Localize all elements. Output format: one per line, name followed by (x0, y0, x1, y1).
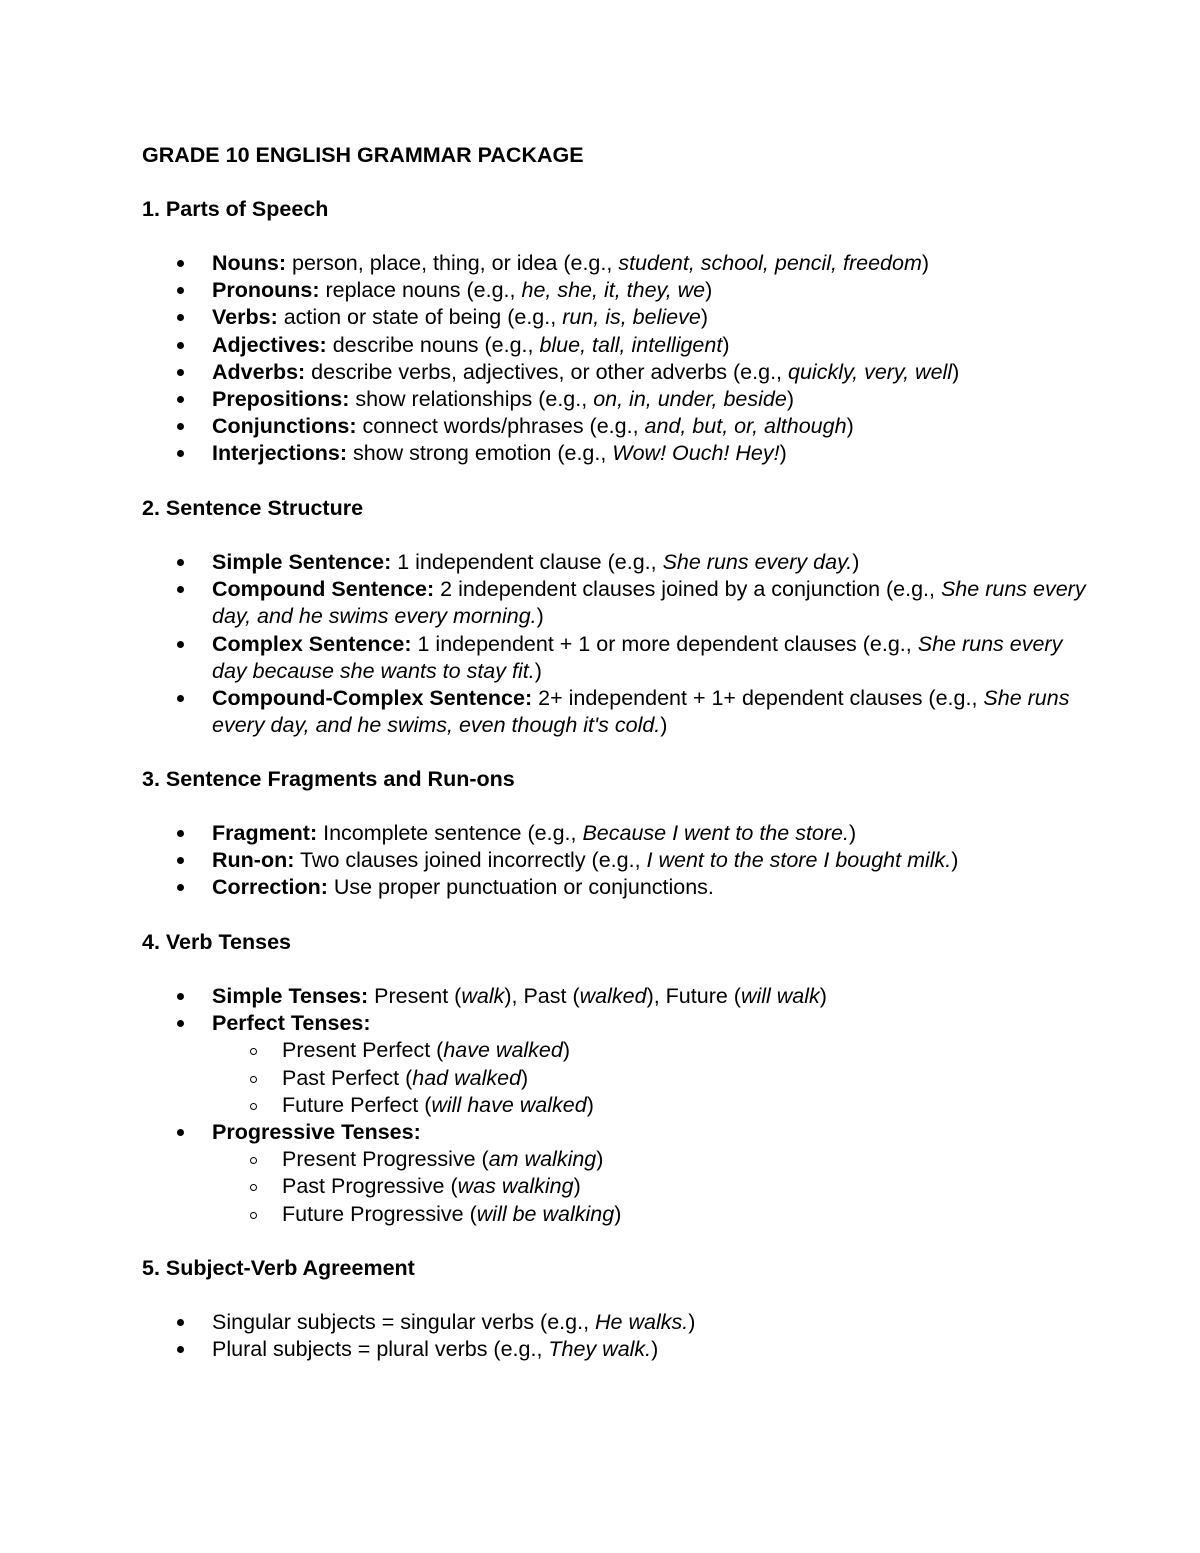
list-item: Progressive Tenses: Present Progressive (am walking) Past Progressive (was walking) Future Progressive (will be walking) (142, 1119, 1102, 1228)
section-fragments-run-ons (142, 766, 1102, 902)
list-item: Run-on: Two clauses joined incorrectly (e.g., I went to the store I bought milk.) (142, 847, 1102, 874)
list-item: Singular subjects = singular verbs (e.g., He walks.) (142, 1309, 1102, 1336)
bullet-list (142, 250, 1102, 468)
section-sentence-structure (142, 495, 1102, 739)
section-subject-verb-agreement (142, 1255, 1102, 1363)
list-item: Interjections: show strong emotion (e.g., Wow! Ouch! Hey!) (142, 440, 1102, 467)
list-item: Simple Sentence: 1 independent clause (e.g., She runs every day.) (142, 549, 1102, 576)
section-heading: 5. Subject-Verb Agreement (142, 1256, 415, 1280)
list-item: Compound-Complex Sentence: 2+ independent + 1+ dependent clauses (e.g., She runs every day, and he swims, even though it's cold.) (142, 685, 1102, 739)
section-verb-tenses (142, 929, 1102, 1228)
list-item: Compound Sentence: 2 independent clauses joined by a conjunction (e.g., She runs every day, and he swims every morning.) (142, 576, 1102, 630)
list-item: Prepositions: show relationships (e.g., on, in, under, beside) (142, 386, 1102, 413)
bullet-list (142, 820, 1102, 902)
sub-list-item: Present Perfect (have walked) (212, 1037, 1102, 1064)
section-parts-of-speech (142, 196, 1102, 468)
list-item: Adjectives: describe nouns (e.g., blue, tall, intelligent) (142, 332, 1102, 359)
sub-list-item: Future Perfect (will have walked) (212, 1092, 1102, 1119)
list-item: Complex Sentence: 1 independent + 1 or more dependent clauses (e.g., She runs every day because she wants to stay fit.) (142, 631, 1102, 685)
list-item: Simple Tenses: Present (walk), Past (walked), Future (will walk) (142, 983, 1102, 1010)
sub-list-item: Future Progressive (will be walking) (212, 1201, 1102, 1228)
list-item: Nouns: person, place, thing, or idea (e.g., student, school, pencil, freedom) (142, 250, 1102, 277)
bullet-list (142, 983, 1102, 1228)
document-title: GRADE 10 ENGLISH GRAMMAR PACKAGE (142, 143, 584, 167)
list-item: Pronouns: replace nouns (e.g., he, she, it, they, we) (142, 277, 1102, 304)
sub-list (212, 1037, 1102, 1119)
list-item: Plural subjects = plural verbs (e.g., They walk.) (142, 1336, 1102, 1363)
sub-list-item: Past Progressive (was walking) (212, 1173, 1102, 1200)
list-item: Perfect Tenses: Present Perfect (have walked) Past Perfect (had walked) Future Perfect (will have walked) (142, 1010, 1102, 1119)
bullet-list (142, 1309, 1102, 1363)
list-item: Adverbs: describe verbs, adjectives, or other adverbs (e.g., quickly, very, well) (142, 359, 1102, 386)
bullet-list (142, 549, 1102, 739)
section-heading: 4. Verb Tenses (142, 930, 291, 954)
sub-list-item: Present Progressive (am walking) (212, 1146, 1102, 1173)
list-item: Verbs: action or state of being (e.g., run, is, believe) (142, 304, 1102, 331)
sub-list (212, 1146, 1102, 1228)
section-heading: 2. Sentence Structure (142, 496, 364, 520)
section-heading: 1. Parts of Speech (142, 197, 329, 221)
list-item: Conjunctions: connect words/phrases (e.g., and, but, or, although) (142, 413, 1102, 440)
section-heading: 3. Sentence Fragments and Run-ons (142, 767, 515, 791)
sub-list-item: Past Perfect (had walked) (212, 1065, 1102, 1092)
list-item: Fragment: Incomplete sentence (e.g., Because I went to the store.) (142, 820, 1102, 847)
list-item: Correction: Use proper punctuation or conjunctions. (142, 874, 1102, 901)
